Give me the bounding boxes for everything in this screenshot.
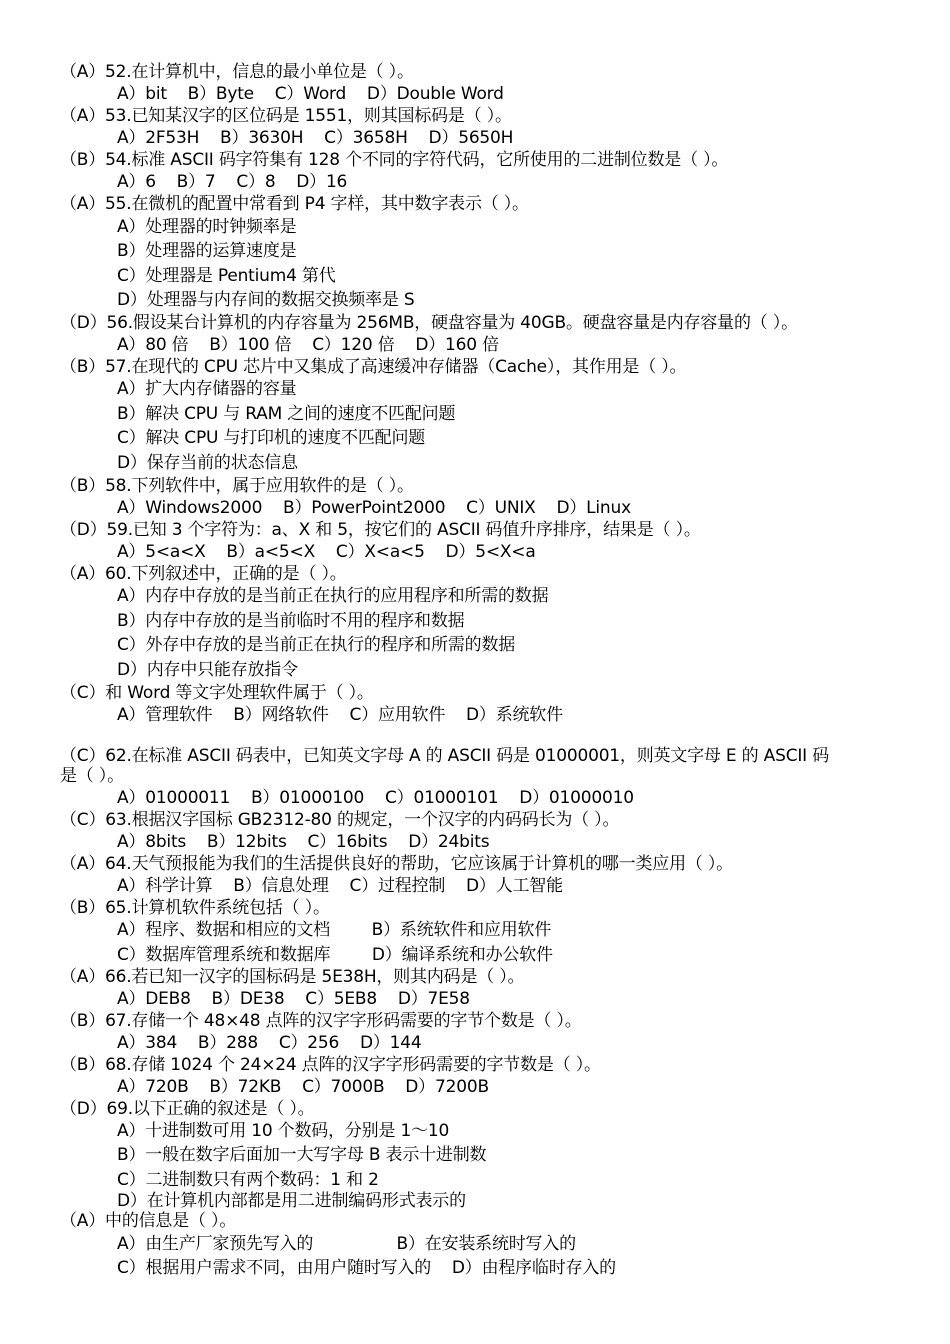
- question-line: （B）67.存储一个 48×48 点阵的汉字字形码需要的字节个数是（ ）。: [60, 1011, 582, 1031]
- question-line: （D）56.假设某台计算机的内存容量为 256MB，硬盘容量为 40GB。硬盘容量是内存容量的（ ）。: [60, 313, 798, 333]
- option-line: A）程序、数据和相应的文档 B）系统软件和应用软件: [117, 920, 552, 940]
- question-line: （C）和 Word 等文字处理软件属于（ ）。: [60, 683, 374, 703]
- option-line: A）6 B）7 C）8 D）16: [117, 172, 348, 192]
- option-line: B）解决 CPU 与 RAM 之间的速度不匹配问题: [117, 404, 456, 424]
- option-line: A）2F53H B）3630H C）3658H D）5650H: [117, 128, 514, 148]
- option-line: A）扩大内存储器的容量: [117, 379, 297, 399]
- option-line: C）外存中存放的是当前正在执行的程序和所需的数据: [117, 635, 516, 655]
- option-line: D）在计算机内部都是用二进制编码形式表示的: [117, 1191, 466, 1211]
- option-line: C）根据用户需求不同，由用户随时写入的 D）由程序临时存入的: [117, 1258, 616, 1278]
- option-line: C）二进制数只有两个数码：1 和 2: [117, 1170, 379, 1190]
- option-line: A）科学计算 B）信息处理 C）过程控制 D）人工智能: [117, 876, 563, 896]
- option-line: C）解决 CPU 与打印机的速度不匹配问题: [117, 428, 426, 448]
- option-line: B）内存中存放的是当前临时不用的程序和数据: [117, 611, 465, 631]
- option-line: A）管理软件 B）网络软件 C）应用软件 D）系统软件: [117, 705, 563, 725]
- option-line: A）bit B）Byte C）Word D）Double Word: [117, 84, 504, 104]
- question-line: （B）58.下列软件中，属于应用软件的是（ ）。: [60, 476, 414, 496]
- option-line: A）01000011 B）01000100 C）01000101 D）01000010: [117, 788, 634, 808]
- question-line: 是（ ）。: [60, 766, 124, 786]
- question-line: （A）60.下列叙述中，正确的是（ ）。: [60, 564, 347, 584]
- question-line: （B）54.标准 ASCII 码字符集有 128 个不同的字符代码，它所使用的二进制位数是（ ）。: [60, 150, 729, 170]
- question-line: （A）52.在计算机中，信息的最小单位是（ ）。: [60, 62, 414, 82]
- option-line: D）内存中只能存放指令: [117, 660, 298, 680]
- option-line: A）内存中存放的是当前正在执行的应用程序和所需的数据: [117, 586, 549, 606]
- question-line: （A）中的信息是（ ）。: [60, 1211, 237, 1231]
- option-line: D）保存当前的状态信息: [117, 453, 298, 473]
- question-line: （A）53.已知某汉字的区位码是 1551，则其国标码是（ ）。: [60, 106, 512, 126]
- question-line: （C）62.在标准 ASCII 码表中，已知英文字母 A 的 ASCII 码是 01000001，则英文字母 E 的 ASCII 码: [60, 746, 829, 766]
- option-line: D）处理器与内存间的数据交换频率是 S: [117, 290, 415, 310]
- question-line: （A）55.在微机的配置中常看到 P4 字样，其中数字表示（ ）。: [60, 194, 529, 214]
- option-line: A）DEB8 B）DE38 C）5EB8 D）7E58: [117, 989, 470, 1009]
- option-line: A）Windows2000 B）PowerPoint2000 C）UNIX D）Linux: [117, 498, 631, 518]
- question-line: （B）57.在现代的 CPU 芯片中又集成了高速缓冲存储器（Cache），其作用是（ ）。: [60, 357, 687, 377]
- question-line: （A）64.天气预报能为我们的生活提供良好的帮助，它应该属于计算机的哪一类应用（ ）。: [60, 854, 733, 874]
- question-line: （D）59.已知 3 个字符为：a、X 和 5，按它们的 ASCII 码值升序排序，结果是（ ）。: [60, 520, 701, 540]
- option-line: A）8bits B）12bits C）16bits D）24bits: [117, 832, 490, 852]
- option-line: A）由生产厂家预先写入的 B）在安装系统时写入的: [117, 1234, 576, 1254]
- question-line: （B）65.计算机软件系统包括（ ）。: [60, 898, 330, 918]
- question-line: （D）69.以下正确的叙述是（ ）。: [60, 1099, 315, 1119]
- option-line: A）384 B）288 C）256 D）144: [117, 1033, 422, 1053]
- question-line: （B）68.存储 1024 个 24×24 点阵的汉字字形码需要的字节数是（ ）。: [60, 1055, 601, 1075]
- option-line: C）数据库管理系统和数据库 D）编译系统和办公软件: [117, 945, 553, 965]
- option-line: A）十进制数可用 10 个数码，分别是 1～10: [117, 1121, 450, 1141]
- question-line: （A）66.若已知一汉字的国标码是 5E38H，则其内码是（ ）。: [60, 967, 525, 987]
- option-line: A）5<a<X B）a<5<X C）X<a<5 D）5<X<a: [117, 542, 536, 562]
- option-line: B）一般在数字后面加一大写字母 B 表示十进制数: [117, 1145, 487, 1165]
- question-line: （C）63.根据汉字国标 GB2312-80 的规定，一个汉字的内码码长为（ ）。: [60, 810, 620, 830]
- option-line: A）80 倍 B）100 倍 C）120 倍 D）160 倍: [117, 335, 499, 355]
- option-line: A）处理器的时钟频率是: [117, 217, 297, 237]
- option-line: B）处理器的运算速度是: [117, 241, 297, 261]
- option-line: A）720B B）72KB C）7000B D）7200B: [117, 1077, 489, 1097]
- option-line: C）处理器是 Pentium4 第代: [117, 266, 336, 286]
